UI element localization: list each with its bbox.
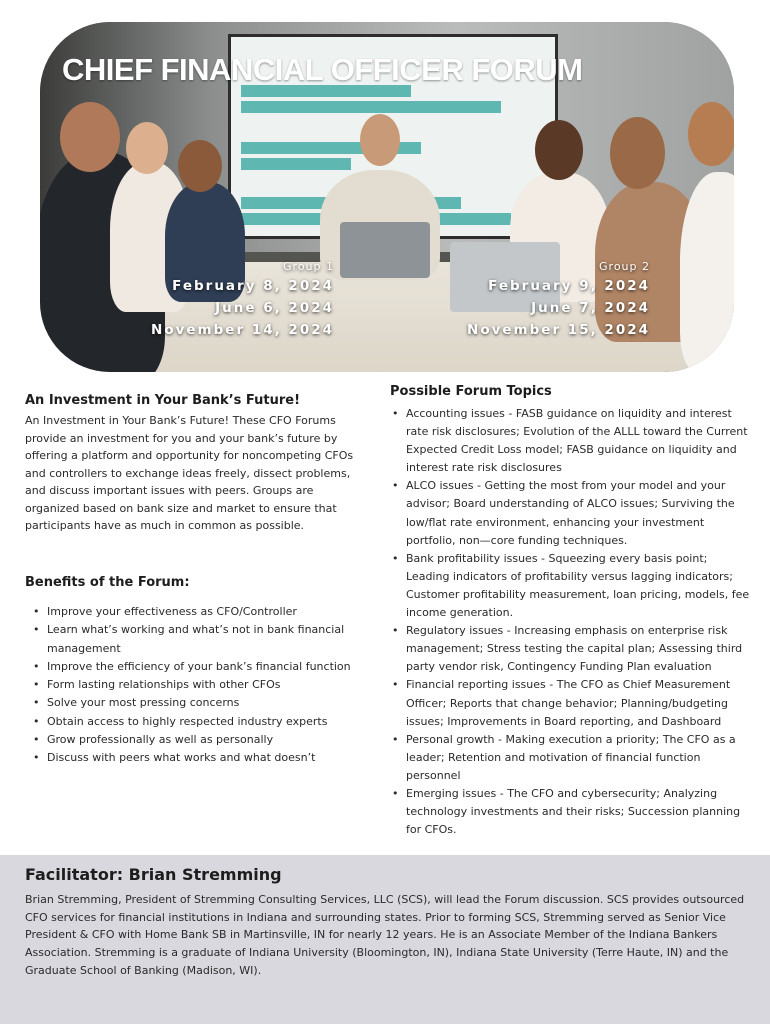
list-item: • Bank profitability issues - Squeezing every basis point; Leading indicators of profitability versus lagging indicators; Customer profitability measurement, loan pricing, models, fee income generation. <box>390 550 752 622</box>
investment-body: An Investment in Your Bank’s Future! These CFO Forums provide an investment for you and your bank’s future by offering a platform and opportunity for noncompeting CFOs and controllers to exchange ideas freely, dissect problems, and discuss important issues with peers. Groups are organized based on bank size and market to ensure that participants have as much in common as possible. <box>25 414 354 532</box>
list-item: • Regulatory issues - Increasing emphasis on enterprise risk management; Stress testing the capital plan; Assessing third party vendor risk, Contingency Funding Plan evaluation <box>390 622 752 676</box>
list-item: • Learn what’s working and what’s not in bank financial management <box>25 621 370 658</box>
facilitator-heading: Facilitator: Brian Stremming <box>25 865 282 884</box>
group-1-label: Group 1 <box>283 260 334 273</box>
benefits-heading: Benefits of the Forum: <box>25 575 190 590</box>
list-item: • Financial reporting issues - The CFO as Chief Measurement Officer; Reports that change behavior; Planning/budgeting issues; Improvements in Board reporting, and Dashboard <box>390 676 752 730</box>
group-1-date: June 6, 2024 <box>215 300 334 316</box>
topics-section <box>390 384 752 839</box>
group-2-label: Group 2 <box>599 260 650 273</box>
benefits-section <box>25 575 370 768</box>
group-2-date: November 15, 2024 <box>467 322 650 338</box>
list-item: • Grow professionally as well as personally <box>25 731 370 749</box>
list-item: • Improve the efficiency of your bank’s financial function <box>25 658 370 676</box>
group-1-schedule <box>151 260 334 341</box>
list-item: • Form lasting relationships with other CFOs <box>25 676 370 694</box>
list-item: • ALCO issues - Getting the most from your model and your advisor; Board understanding of ALCO issues; Surviving the low/flat rate environment, enhancing your investment portfolio, non—core funding techniques. <box>390 477 752 549</box>
list-item: • Emerging issues - The CFO and cybersecurity; Analyzing technology investments and their risks; Succession planning for CFOs. <box>390 785 752 839</box>
investment-section <box>25 393 370 535</box>
facilitator-body: Brian Stremming, President of Stremming Consulting Services, LLC (SCS), will lead the Forum discussion. SCS provides outsourced CFO services for financial institutions in Indiana and surrounding states. Prior to forming SCS, Stremming served as Senior Vice President & CFO with Home Bank SB in Martinsville, IN for nearly 12 years. He is an Associate Member of the Indiana Bankers Association. Stremming is a graduate of Indiana University (Bloomington, IN), Indiana State University (Terre Haute, IN) and the Graduate School of Banking (Madison, WI). <box>25 893 745 977</box>
topics-heading: Possible Forum Topics <box>390 384 552 399</box>
list-item: • Obtain access to highly respected industry experts <box>25 713 370 731</box>
page-title: CHIEF FINANCIAL OFFICER FORUM <box>62 52 583 87</box>
group-2-schedule <box>467 260 650 341</box>
hero-banner <box>40 22 734 372</box>
list-item: • Solve your most pressing concerns <box>25 694 370 712</box>
facilitator-section <box>0 855 770 1024</box>
topics-list <box>390 405 752 839</box>
list-item: • Improve your effectiveness as CFO/Controller <box>25 603 370 621</box>
group-1-date: November 14, 2024 <box>151 322 334 338</box>
benefits-list <box>25 603 370 768</box>
group-2-date: June 7, 2024 <box>531 300 650 316</box>
list-item: • Personal growth - Making execution a priority; The CFO as a leader; Retention and motivation of financial function personnel <box>390 731 752 785</box>
investment-heading: An Investment in Your Bank’s Future! <box>25 393 301 408</box>
group-2-date: February 9, 2024 <box>488 278 650 294</box>
group-1-date: February 8, 2024 <box>172 278 334 294</box>
list-item: • Accounting issues - FASB guidance on liquidity and interest rate risk disclosures; Evolution of the ALLL toward the Current Expected Credit Loss model; FASB guidance on liquidity and interest rate risk disclosures <box>390 405 752 477</box>
list-item: • Discuss with peers what works and what doesn’t <box>25 749 370 767</box>
